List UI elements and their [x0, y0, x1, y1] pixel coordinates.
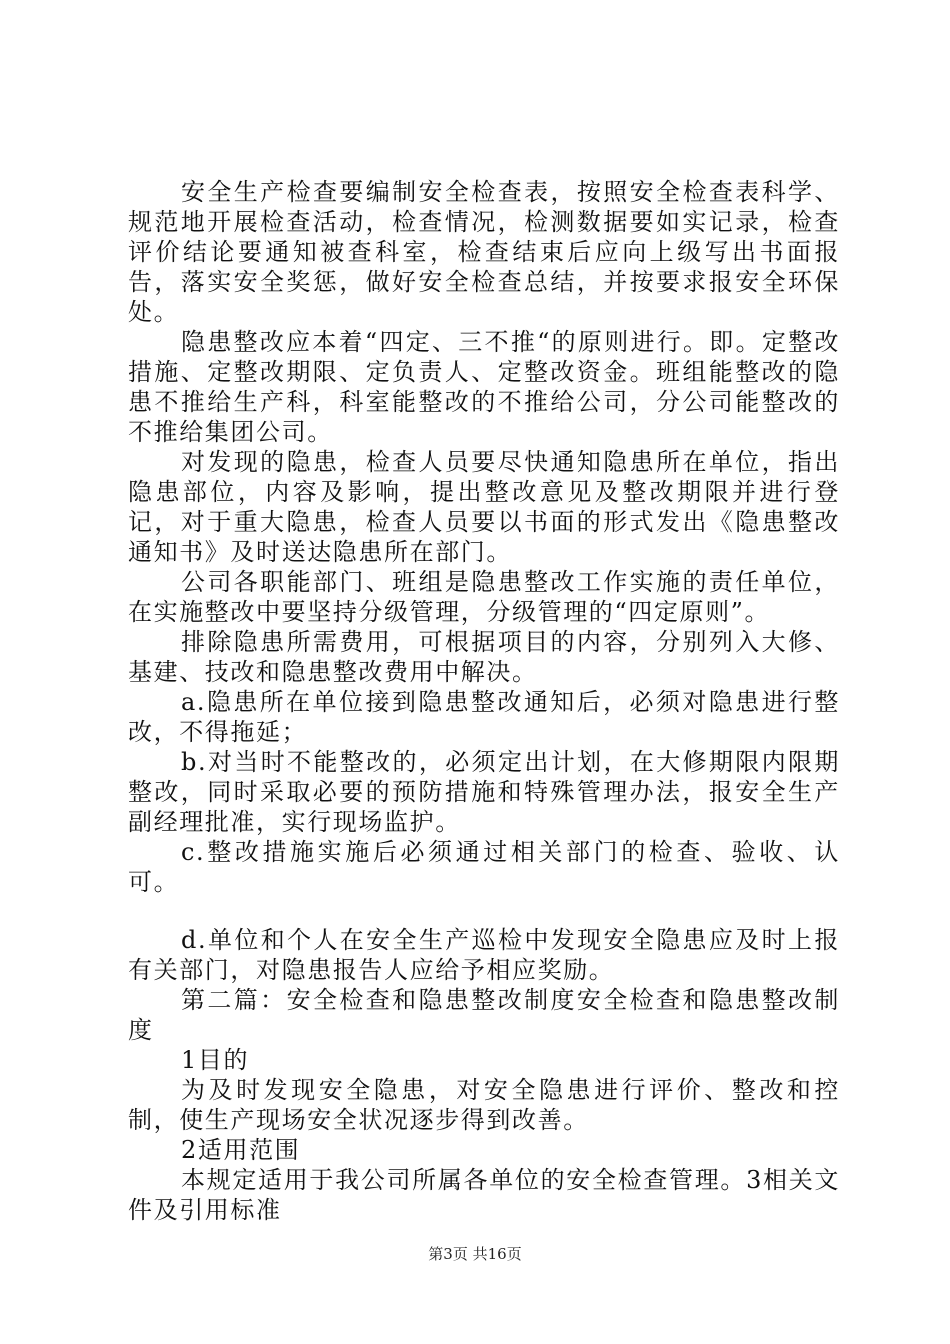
paragraph-safety-checklist: 安全生产检查要编制安全检查表，按照安全检查表科学、规范地开展检查活动，检查情况，检测数据要如实记录，检查评价结论要通知被查科室，检查结束后应向上级写出书面报告，落实安全奖惩，做好安全检查总结，并按要求报安全环保处。 — [128, 178, 840, 326]
paragraph-scope: 本规定适用于我公司所属各单位的安全检查管理。3相关文件及引用标准 — [128, 1166, 840, 1224]
paragraph-purpose: 为及时发现安全隐患，对安全隐患进行评价、整改和控制，使生产现场安全状况逐步得到改善。 — [128, 1076, 840, 1134]
paragraph-spacer — [128, 897, 840, 925]
paragraph-responsible-units: 公司各职能部门、班组是隐患整改工作实施的责任单位，在实施整改中要坚持分级管理，分级管理的“四定原则”。 — [128, 568, 840, 626]
heading-scope: 2适用范围 — [181, 1136, 301, 1164]
heading-purpose: 1目的 — [181, 1046, 250, 1074]
paragraph-hazard-notification: 对发现的隐患，检查人员要尽快通知隐患所在单位，指出隐患部位，内容及影响，提出整改意见及整改期限并进行登记，对于重大隐患，检查人员要以书面的形式发出《隐患整改通知书》及时送达隐患所在部门。 — [128, 448, 840, 566]
paragraph-rectification-principle: 隐患整改应本着“四定、三不推“的原则进行。即。定整改措施、定整改期限、定负责人、定整改资金。班组能整改的隐患不推给生产科，科室能整改的不推给公司，分公司能整改的不推给集团公司。 — [128, 328, 840, 446]
paragraph-item-d: d.单位和个人在安全生产巡检中发现安全隐患应及时上报有关部门，对隐患报告人应给予相应奖励。 — [128, 926, 840, 984]
paragraph-item-c: c.整改措施实施后必须通过相关部门的检查、验收、认可。 — [128, 838, 840, 896]
section-heading-part-two: 第二篇：安全检查和隐患整改制度安全检查和隐患整改制度 — [128, 986, 840, 1044]
paragraph-item-a: a.隐患所在单位接到隐患整改通知后，必须对隐患进行整改，不得拖延； — [128, 688, 840, 746]
page-footer: 第3页 共16页 — [428, 1245, 522, 1263]
paragraph-item-b: b.对当时不能整改的，必须定出计划，在大修期限内限期整改，同时采取必要的预防措施和特殊管理办法，报安全生产副经理批准，实行现场监护。 — [128, 748, 840, 836]
paragraph-costs: 排除隐患所需费用，可根据项目的内容，分别列入大修、基建、技改和隐患整改费用中解决。 — [128, 628, 840, 686]
document-body — [128, 177, 840, 1225]
